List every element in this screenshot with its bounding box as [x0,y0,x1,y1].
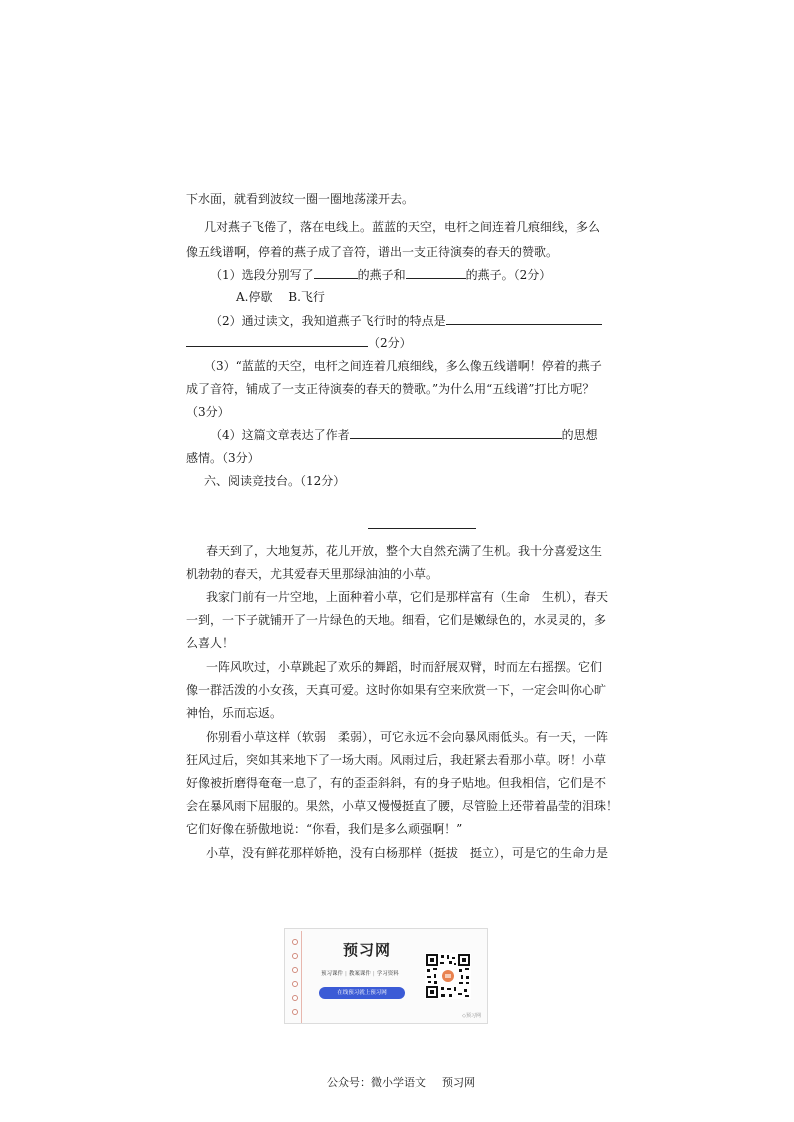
question-4-suffix: 的思想 [561,428,598,442]
footer-site: 预习网 [442,1076,475,1089]
ring-icon [292,939,298,945]
question-1-suffix: 的燕子。（2分） [465,268,552,282]
section-heading: 六、阅读竞技台。（12分） [204,474,346,488]
question-3-line: 成了音符，铺成了一支正待演奏的春天的赞歌。”为什么用“五线谱”打比方呢？ [186,382,595,396]
ad-tags: 预习课件 | 教案课件 | 学习资料 [321,971,399,977]
ring-icon [292,981,298,987]
answer-blank[interactable] [350,437,562,439]
passage-line: 下水面，就看到波纹一圈一圈地荡漾开去。 [186,192,415,206]
ring-icon [292,995,298,1001]
passage-line: 几对燕子飞倦了，落在电线上。蓝蓝的天空，电杆之间连着几痕细线，多么 [204,220,601,234]
passage-line: 狂风过后，突如其来地下了一场大雨。风雨过后，我赶紧去看那小草。呀！小草 [186,753,607,767]
question-3-line: （3）“蓝蓝的天空，电杆之间连着几痕细线，多么像五线谱啊！停着的燕子 [204,359,602,373]
ad-corner-logo: ◇预习网 [462,1013,481,1019]
passage-line: 像五线谱啊，停着的燕子成了音符，谱出一支正待演奏的春天的赞歌。 [186,245,559,259]
answer-blank[interactable] [186,345,368,347]
passage-line: 我家门前有一片空地，上面种着小草，它们是那样富有（生命 生机），春天 [206,590,609,604]
ring-icon [292,1009,298,1015]
ring-icon [292,953,298,959]
answer-blank[interactable] [406,277,466,279]
ad-tag: 预习课件 [321,971,344,977]
passage-line: 会在暴风雨下屈服的。果然，小草又慢慢挺直了腰，尽管脸上还带着晶莹的泪珠！ [186,799,619,813]
answer-blank[interactable] [314,277,358,279]
ad-card[interactable] [284,928,488,1024]
question-1 [210,266,551,283]
question-3-line: （3分） [186,405,230,419]
ad-cta-button[interactable]: 在线预习就上预习网 [319,987,405,999]
passage-line: 好像被折磨得奄奄一息了，有的歪歪斜斜，有的身子贴地。但我相信，它们是不 [186,776,607,790]
passage-line: 像一群活泼的小女孩，天真可爱。这时你如果有空来欣赏一下，一定会叫你心旷 [186,683,607,697]
answer-blank[interactable] [446,323,602,325]
passage-line: 神怡，乐而忘返。 [186,706,283,720]
question-2-prefix: （2）通过读文，我知道燕子飞行时的特点是 [210,314,446,328]
notebook-spine [289,935,303,1019]
passage-line: 么喜人！ [186,636,235,650]
question-2 [210,312,602,329]
footer [327,1074,475,1090]
passage-line: 春天到了，大地复苏，花儿开放，整个大自然充满了生机。我十分喜爱这生 [206,544,603,558]
ad-tag: 学习资料 [376,971,399,977]
question-4-prefix: （4）这篇文章表达了作者 [210,428,350,442]
passage-line: 小草，没有鲜花那样娇艳，没有白杨那样（挺拔 挺立），可是它的生命力是 [206,846,609,860]
question-2-line2 [186,334,412,351]
ad-tag: 教案课件 [348,971,371,977]
question-1-options: A.停歇 B.飞行 [236,290,325,304]
passage-line: 你别看小草这样（软弱 柔弱），可它永远不会向暴风雨低头。有一天，一阵 [206,730,609,744]
passage-line: 一到，一下子就铺开了一片绿色的天地。细看，它们是嫩绿色的，水灵灵的，多 [186,613,607,627]
question-1-mid: 的燕子和 [357,268,406,282]
passage-line: 机勃勃的春天，尤其爱春天里那绿油油的小草。 [186,567,439,581]
question-4-line2: 感情。（3分） [186,451,260,465]
footer-account: 公众号：微小学语文 [327,1076,426,1089]
ad-title: 预习网 [343,941,392,959]
passage-line: 它们好像在骄傲地说：“你看，我们是多么顽强啊！” [186,822,463,836]
passage-line: 一阵风吹过，小草跳起了欢乐的舞蹈，时而舒展双臂，时而左右摇摆。它们 [206,660,603,674]
ring-icon [292,967,298,973]
qr-code-icon[interactable] [425,953,471,999]
question-1-prefix: （1）选段分别写了 [210,268,314,282]
question-4 [210,426,598,443]
question-2-suffix: （2分） [368,336,412,350]
passage-title-blank[interactable] [368,528,476,529]
